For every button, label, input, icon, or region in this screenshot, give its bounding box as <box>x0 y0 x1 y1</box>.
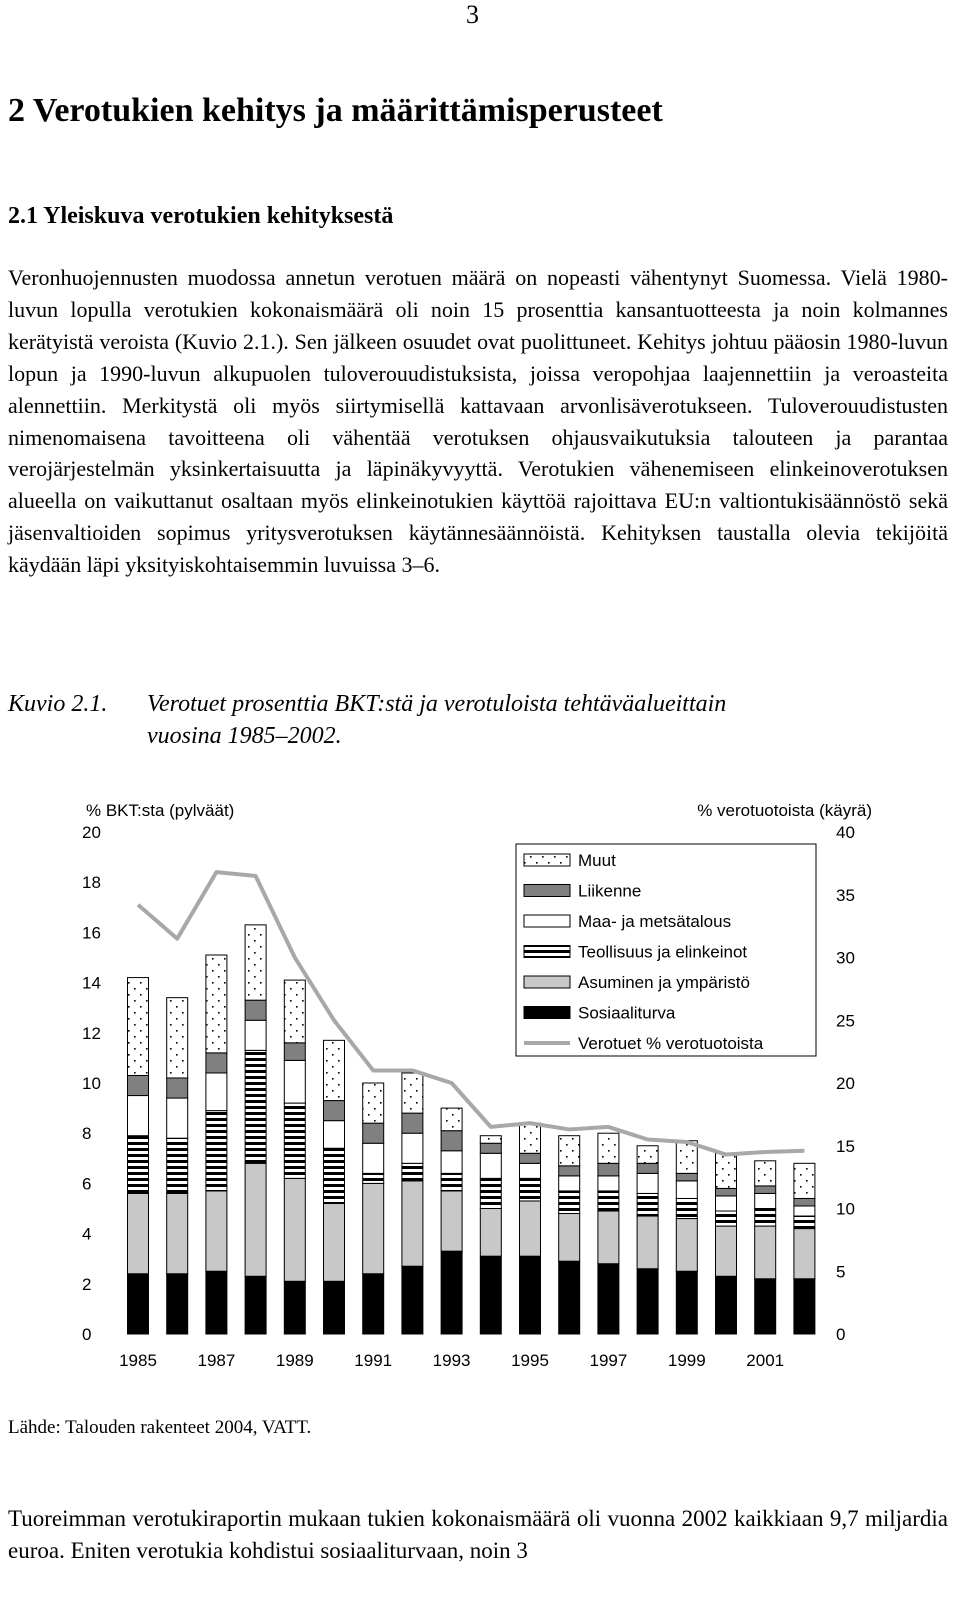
bar-segment <box>637 1193 658 1216</box>
caption-line-1: Verotuet prosenttia BKT:stä ja verotuloista tehtäväalueittain <box>147 691 727 717</box>
bar-segment <box>363 1143 384 1173</box>
bar-segment <box>598 1176 619 1191</box>
x-tick-label: 1987 <box>197 1351 236 1370</box>
legend-swatch <box>524 946 570 958</box>
bar-segment <box>716 1211 737 1226</box>
caption-line-2: vuosina 1985–2002. <box>147 723 342 749</box>
bar-segment <box>559 1166 580 1176</box>
bar-segment <box>245 1020 266 1050</box>
bar-segment <box>559 1261 580 1334</box>
bar-segment <box>559 1176 580 1191</box>
bar-segment <box>284 1178 305 1281</box>
bar-segment <box>637 1163 658 1173</box>
bar-segment <box>441 1108 462 1131</box>
bar-segment <box>559 1214 580 1262</box>
bar-segment <box>480 1136 501 1144</box>
right-tick-label: 35 <box>836 885 855 905</box>
left-tick-label: 16 <box>82 923 101 943</box>
bar-segment <box>245 1000 266 1020</box>
bar-segment <box>520 1153 541 1163</box>
bar-segment <box>716 1226 737 1276</box>
right-tick-label: 10 <box>836 1199 855 1219</box>
right-axis-label: % verotuotoista (käyrä) <box>697 801 872 820</box>
legend-label: Sosiaaliturva <box>578 1003 676 1023</box>
bar-segment <box>167 1274 188 1334</box>
bar-segment <box>637 1173 658 1193</box>
bar-segment <box>167 1078 188 1098</box>
left-tick-label: 14 <box>82 973 101 993</box>
bar-segment <box>206 1191 227 1271</box>
bar-segment <box>794 1279 815 1334</box>
bar-segment <box>128 1274 149 1334</box>
x-tick-label: 1999 <box>667 1351 706 1370</box>
legend-swatch <box>524 885 570 897</box>
bar-segment <box>245 1163 266 1276</box>
tail-paragraph: Tuoreimman verotukiraportin mukaan tukien kokonaismäärä oli vuonna 2002 kaikkiaan 9,7 miljardia euroa. Eniten verotukia kohdistui sosiaaliturvaan, noin 3 <box>8 1506 948 1563</box>
bar-segment <box>441 1151 462 1174</box>
bar-segment <box>794 1206 815 1216</box>
bar-segment <box>324 1203 345 1281</box>
legend-swatch <box>524 915 570 927</box>
bar-segment <box>755 1209 776 1227</box>
bar-segment <box>284 1281 305 1334</box>
bar-segment <box>520 1123 541 1153</box>
right-tick-label: 0 <box>836 1325 846 1344</box>
x-tick-label: 2001 <box>746 1351 785 1370</box>
bar-segment <box>676 1198 697 1218</box>
bar-segment <box>402 1073 423 1113</box>
chapter-title: 2 Verotukien kehitys ja määrittämisperusteet <box>8 92 663 129</box>
bar-segment <box>284 1060 305 1103</box>
bar-segment <box>284 980 305 1043</box>
bar-segment <box>598 1211 619 1264</box>
legend <box>516 844 816 1056</box>
bar-segment <box>402 1181 423 1266</box>
x-tick-label: 1993 <box>432 1351 471 1370</box>
bar-segment <box>441 1131 462 1151</box>
legend-swatch <box>524 1007 570 1019</box>
left-tick-label: 20 <box>82 823 101 842</box>
bar-segment <box>128 978 149 1076</box>
bar-segment <box>676 1181 697 1199</box>
bar-segment <box>716 1196 737 1211</box>
bar-segment <box>128 1075 149 1095</box>
bar-segment <box>480 1209 501 1257</box>
x-tick-label: 1991 <box>354 1351 393 1370</box>
right-tick-label: 25 <box>836 1011 855 1031</box>
legend-swatch <box>524 976 570 988</box>
bar-segment <box>363 1083 384 1123</box>
left-axis-label: % BKT:sta (pylväät) <box>86 801 235 820</box>
chart <box>0 782 960 1402</box>
bar-segment <box>794 1198 815 1206</box>
bar-segment <box>794 1229 815 1279</box>
bar-segment <box>363 1173 384 1183</box>
bar-segment <box>245 925 266 1000</box>
left-tick-label: 8 <box>82 1124 92 1144</box>
bar-segment <box>637 1146 658 1164</box>
legend-label: Maa- ja metsätalous <box>578 912 732 931</box>
bar-segment <box>637 1269 658 1334</box>
bar-segment <box>206 1271 227 1334</box>
bar-segment <box>167 1193 188 1273</box>
caption-label: Kuvio 2.1. <box>8 691 108 717</box>
legend-label: Asuminen ja ympäristö <box>578 973 750 992</box>
bar-segment <box>520 1256 541 1334</box>
bar-segment <box>794 1163 815 1198</box>
bar-segment <box>480 1178 501 1208</box>
bar-segment <box>128 1136 149 1194</box>
bar-segment <box>167 1098 188 1138</box>
bar-segment <box>324 1040 345 1100</box>
legend-label: Teollisuus ja elinkeinot <box>578 942 748 962</box>
bar-segment <box>363 1123 384 1143</box>
bar-segment <box>402 1163 423 1181</box>
bar-segment <box>441 1173 462 1191</box>
bar-segment <box>755 1226 776 1279</box>
bar-segment <box>598 1163 619 1176</box>
bar-segment <box>520 1178 541 1201</box>
bar-segment <box>402 1266 423 1334</box>
x-tick-label: 1989 <box>275 1351 314 1370</box>
bar-segment <box>559 1191 580 1214</box>
left-tick-label: 2 <box>82 1274 92 1294</box>
bar-segment <box>520 1201 541 1256</box>
x-tick-label: 1995 <box>511 1351 549 1370</box>
right-tick-label: 5 <box>836 1262 846 1282</box>
bar-segment <box>755 1193 776 1208</box>
source-note: Lähde: Talouden rakenteet 2004, VATT. <box>8 1417 312 1438</box>
bar-segment <box>128 1096 149 1136</box>
left-tick-label: 6 <box>82 1174 92 1194</box>
bar-segment <box>167 1138 188 1193</box>
left-tick-label: 0 <box>82 1325 92 1344</box>
bar-segment <box>363 1274 384 1334</box>
body-paragraph: Veronhuojennusten muodossa annetun verotuen määrä on nopeasti vähentynyt Suomessa. Vielä 1980-luvun lopulla verotukien kokonaismäärä oli noin 15 prosenttia kansantuotteesta ja noin kolmannes kerätyistä veroista (Kuvio 2.1.). Sen jälkeen osuudet ovat puolittuneet. Kehitys johtuu pääosin 1980-luvun lopun ja 1990-luvun alkupuolen tuloverouudistuksista, joissa veropohjaa laajennettiin ja veroasteita alennettiin. Merkitystä oli myös siirtymisellä kattavaan arvonlisäverotukseen. Tuloverouudistusten nimenomaisena tavoitteena oli vähentää verotuksen ohjausvaikutuksia talouteen ja parantaa verojärjestelmän yksinkertaisuutta ja läpinäkyvyyttä. Verotukien vähenemiseen elinkeinoverotuksen alueella on vaikuttanut osaltaan myös elinkeinotukien käyttöä rajoittava EU:n valtiontukisäännöstö sekä jäsenvaltioiden sopimus yritysverotuksen käytännesäännöistä. Kehityksen taustalla olevia tekijöitä käydään läpi yksityiskohtaisemmin luvuissa 3–6. <box>8 265 948 578</box>
page-number: 3 <box>466 0 479 29</box>
x-tick-label: 1997 <box>589 1351 628 1370</box>
bar-segment <box>598 1133 619 1163</box>
bar-segment <box>676 1219 697 1272</box>
bar-segment <box>441 1191 462 1251</box>
right-tick-label: 15 <box>836 1136 855 1156</box>
bar-segment <box>206 955 227 1053</box>
bar-segment <box>755 1186 776 1194</box>
bar-segment <box>324 1101 345 1121</box>
bar-segment <box>480 1153 501 1178</box>
left-tick-label: 12 <box>82 1023 101 1043</box>
left-tick-label: 4 <box>82 1224 92 1244</box>
bar-segment <box>324 1121 345 1149</box>
bar-segment <box>206 1053 227 1073</box>
bar-segment <box>284 1043 305 1061</box>
bar-segment <box>206 1111 227 1191</box>
left-tick-label: 10 <box>82 1074 101 1093</box>
right-tick-label: 30 <box>836 948 855 968</box>
bar-segment <box>716 1153 737 1188</box>
legend-label: Liikenne <box>578 881 642 901</box>
figure-caption <box>8 688 726 752</box>
bar-segment <box>598 1264 619 1334</box>
bar-segment <box>716 1276 737 1334</box>
bar-segment <box>167 998 188 1078</box>
bar-segment <box>363 1183 384 1273</box>
bar-segment <box>324 1148 345 1203</box>
bar-segment <box>716 1188 737 1196</box>
bar-segment <box>441 1251 462 1334</box>
bar-segment <box>676 1173 697 1181</box>
legend-swatch <box>524 854 570 866</box>
legend-label: Verotuet % verotuotoista <box>578 1034 764 1053</box>
bar-segment <box>598 1191 619 1211</box>
bar-segment <box>480 1256 501 1334</box>
right-tick-label: 20 <box>836 1074 855 1093</box>
bar-segment <box>284 1103 305 1178</box>
bar-segment <box>755 1161 776 1186</box>
legend-label: Muut <box>578 851 616 870</box>
bar-segment <box>755 1279 776 1334</box>
bar-segment <box>794 1216 815 1229</box>
bar-segment <box>402 1113 423 1133</box>
left-tick-label: 18 <box>82 873 101 893</box>
bar-segment <box>128 1193 149 1273</box>
x-tick-label: 1985 <box>119 1351 157 1370</box>
bar-segment <box>245 1276 266 1334</box>
section-title: 2.1 Yleiskuva verotukien kehityksestä <box>8 203 394 229</box>
bar-segment <box>559 1136 580 1166</box>
bar-segment <box>245 1050 266 1163</box>
bar-segment <box>402 1133 423 1163</box>
bar-segment <box>676 1271 697 1334</box>
right-tick-label: 40 <box>836 823 855 842</box>
bar-segment <box>206 1073 227 1111</box>
bar-segment <box>520 1163 541 1178</box>
bar-segment <box>324 1281 345 1334</box>
bar-segment <box>637 1216 658 1269</box>
bar-segment <box>480 1143 501 1153</box>
